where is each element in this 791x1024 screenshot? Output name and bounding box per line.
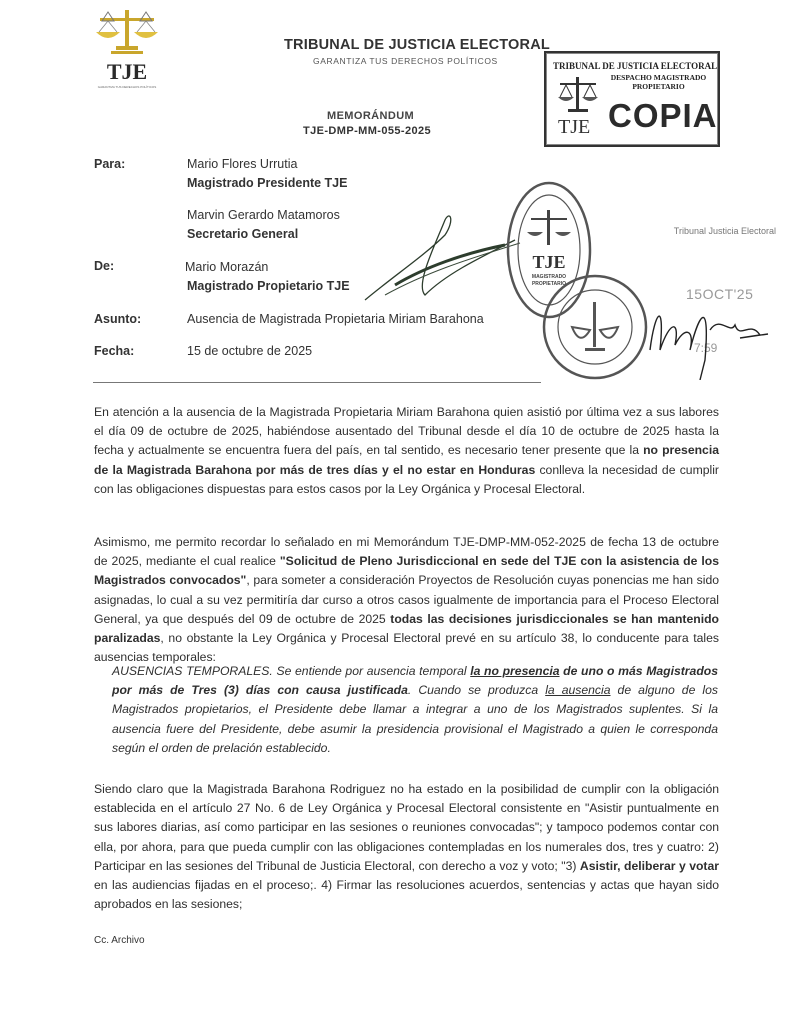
de-name: Mario Morazán <box>185 260 269 274</box>
svg-text:MAGISTRADO: MAGISTRADO <box>531 274 567 280</box>
section-divider <box>93 382 541 383</box>
tje-logo <box>96 8 158 92</box>
para-name-1: Mario Flores Urrutia <box>187 157 298 171</box>
asunto-label: Asunto: <box>94 312 142 326</box>
asunto-value: Ausencia de Magistrada Propietaria Miriam Barahona <box>187 312 484 326</box>
quote-text-a: AUSENCIAS TEMPORALES. Se entiende por ausencia temporal <box>112 664 471 678</box>
institution-name: TRIBUNAL DE JUSTICIA ELECTORAL <box>284 37 550 53</box>
institution-slogan: GARANTIZA TUS DERECHOS POLÍTICOS <box>313 56 498 66</box>
received-stamp-label: Tribunal Justicia Electoral <box>673 226 776 236</box>
copy-stamp <box>544 51 720 147</box>
svg-text:TJE: TJE <box>532 252 566 272</box>
paragraph-2-bold-quote: "Solicitud de Pleno Jurisdiccional en sede del TJE con la asistencia de los Magistrados convocados" <box>94 554 719 588</box>
scales-icon <box>558 77 598 113</box>
para-title-1: Magistrado Presidente TJE <box>187 176 348 190</box>
paragraph-2-text-e: , no obstante la Ley Orgánica y Procesal Electoral prevé en su artículo 38, lo conducente para tales ausencias temporales: <box>94 631 719 665</box>
fecha-value: 15 de octubre de 2025 <box>187 344 313 358</box>
paragraph-1-bold: no presencia de la Magistrada Barahona por más de tres días y el no estar en Honduras <box>94 443 719 477</box>
paragraph-1-text-c: conlleva la necesidad de cumplir con las obligaciones dispuestas para estos casos por la Ley Orgánica y Procesal Electoral. <box>94 462 719 496</box>
paragraph-3 <box>94 780 719 914</box>
de-title: Magistrado Propietario TJE <box>187 279 350 293</box>
svg-text:PROPIETARIO: PROPIETARIO <box>531 281 567 287</box>
received-time: 7:59 <box>694 341 718 355</box>
quote-underlined: la ausencia <box>545 683 611 698</box>
para-title-2: Secretario General <box>187 227 299 241</box>
quote-underlined-bold: la no presencia <box>470 664 560 678</box>
paragraph-2-text-c: , para someter a consideración Proyectos de Resolución cuyas ponencias me han sido asignadas, lo cual a su vez permitiría dar curso a otros casos igualmente de importancia para el Proceso Electoral General, ya que después del 09 de octubre de 2025 <box>94 573 719 626</box>
para-label: Para: <box>94 157 126 171</box>
copy-stamp-logo: TJE <box>558 116 591 138</box>
signature-icon <box>355 205 525 305</box>
logo-text: TJE <box>106 59 148 84</box>
paragraph-1 <box>94 403 719 499</box>
cc-archivo: Cc. Archivo <box>94 935 145 946</box>
memo-code: TJE-DMP-MM-055-2025 <box>303 125 432 137</box>
paragraph-1-text-a: En atención a la ausencia de la Magistrada Propietaria Miriam Barahona quien asistió por última vez a sus labores el día 09 de octubre de 2025, habiéndose ausentado del Tribunal desde el día 10 de octubre de 2025 hasta la fecha y actualmente se encuentra fuera del país, en tal sentido, es necesario tener presente que la <box>94 405 719 458</box>
legal-quote <box>112 662 718 758</box>
para-name-2: Marvin Gerardo Matamoros <box>187 208 340 222</box>
scales-of-justice-icon <box>96 8 158 56</box>
received-date: 15OCT'25 <box>686 286 754 302</box>
paragraph-2 <box>94 533 719 667</box>
secretaria-general-round-stamp-icon <box>540 272 650 382</box>
logo-subtext: GARANTIZA TUS DERECHOS POLÍTICOS <box>97 85 157 89</box>
copy-stamp-word: COPIA <box>608 97 718 134</box>
paragraph-2-text-a: Asimismo, me permito recordar lo señalado en mi Memorándum TJE-DMP-MM-052-2025 de fecha 13 de octubre de 2025, mediante el cual realice <box>94 535 719 569</box>
de-label: De: <box>94 259 115 273</box>
fecha-label: Fecha: <box>94 344 135 358</box>
quote-text-d: . Cuando se produzca <box>407 683 546 698</box>
quote-bold: de uno o más Magistrados por más de Tres (3) días con causa justificada <box>112 664 718 698</box>
memo-label: MEMORÁNDUM <box>327 110 415 122</box>
copy-stamp-line3: PROPIETARIO <box>632 82 685 91</box>
copy-stamp-line2: DESPACHO MAGISTRADO <box>610 73 707 82</box>
quote-text-f: de alguno de los Magistrados propietarios, el Presidente debe llamar a integrar a uno de los Magistrados suplentes. Si la ausencia fuere del Presidente, debe asumir la presidencia provisional el Magistrado a quien le corresponda según el orden de prelación establecido. <box>112 683 718 755</box>
paragraph-3-text-c: en las audiencias fijadas en el proceso;. 4) Firmar las resoluciones acuerdos, sentencias y actas que hayan sido aprobados en las sesiones; <box>94 878 719 912</box>
paragraph-2-bold: todas las decisiones jurisdiccionales se han mantenido paralizadas <box>94 611 719 646</box>
paragraph-3-bold: Asistir, deliberar y votar <box>579 858 719 873</box>
received-signature-icon <box>640 290 770 380</box>
paragraph-3-text-a: Siendo claro que la Magistrada Barahona Rodriguez no ha estado en la posibilidad de cumplir con la obligación establecida en el artículo 27 No. 6 de Ley Orgánica y Procesal Electoral consistente en "Asistir puntualmente en sus labores diarias, así como participar en las sesiones o reuniones convocadas"; y tampoco podemos contar con ella, por ahora, para que pueda cumplir con las obligaciones contempladas en los numerales dos, tres y cuatro: 2) Participar en las sesiones del Tribunal de Justicia Electoral, con derecho a voz y voto; "3) <box>94 782 719 873</box>
copy-stamp-institution: TRIBUNAL DE JUSTICIA ELECTORAL <box>553 61 718 71</box>
copy-stamp-office <box>606 73 711 91</box>
